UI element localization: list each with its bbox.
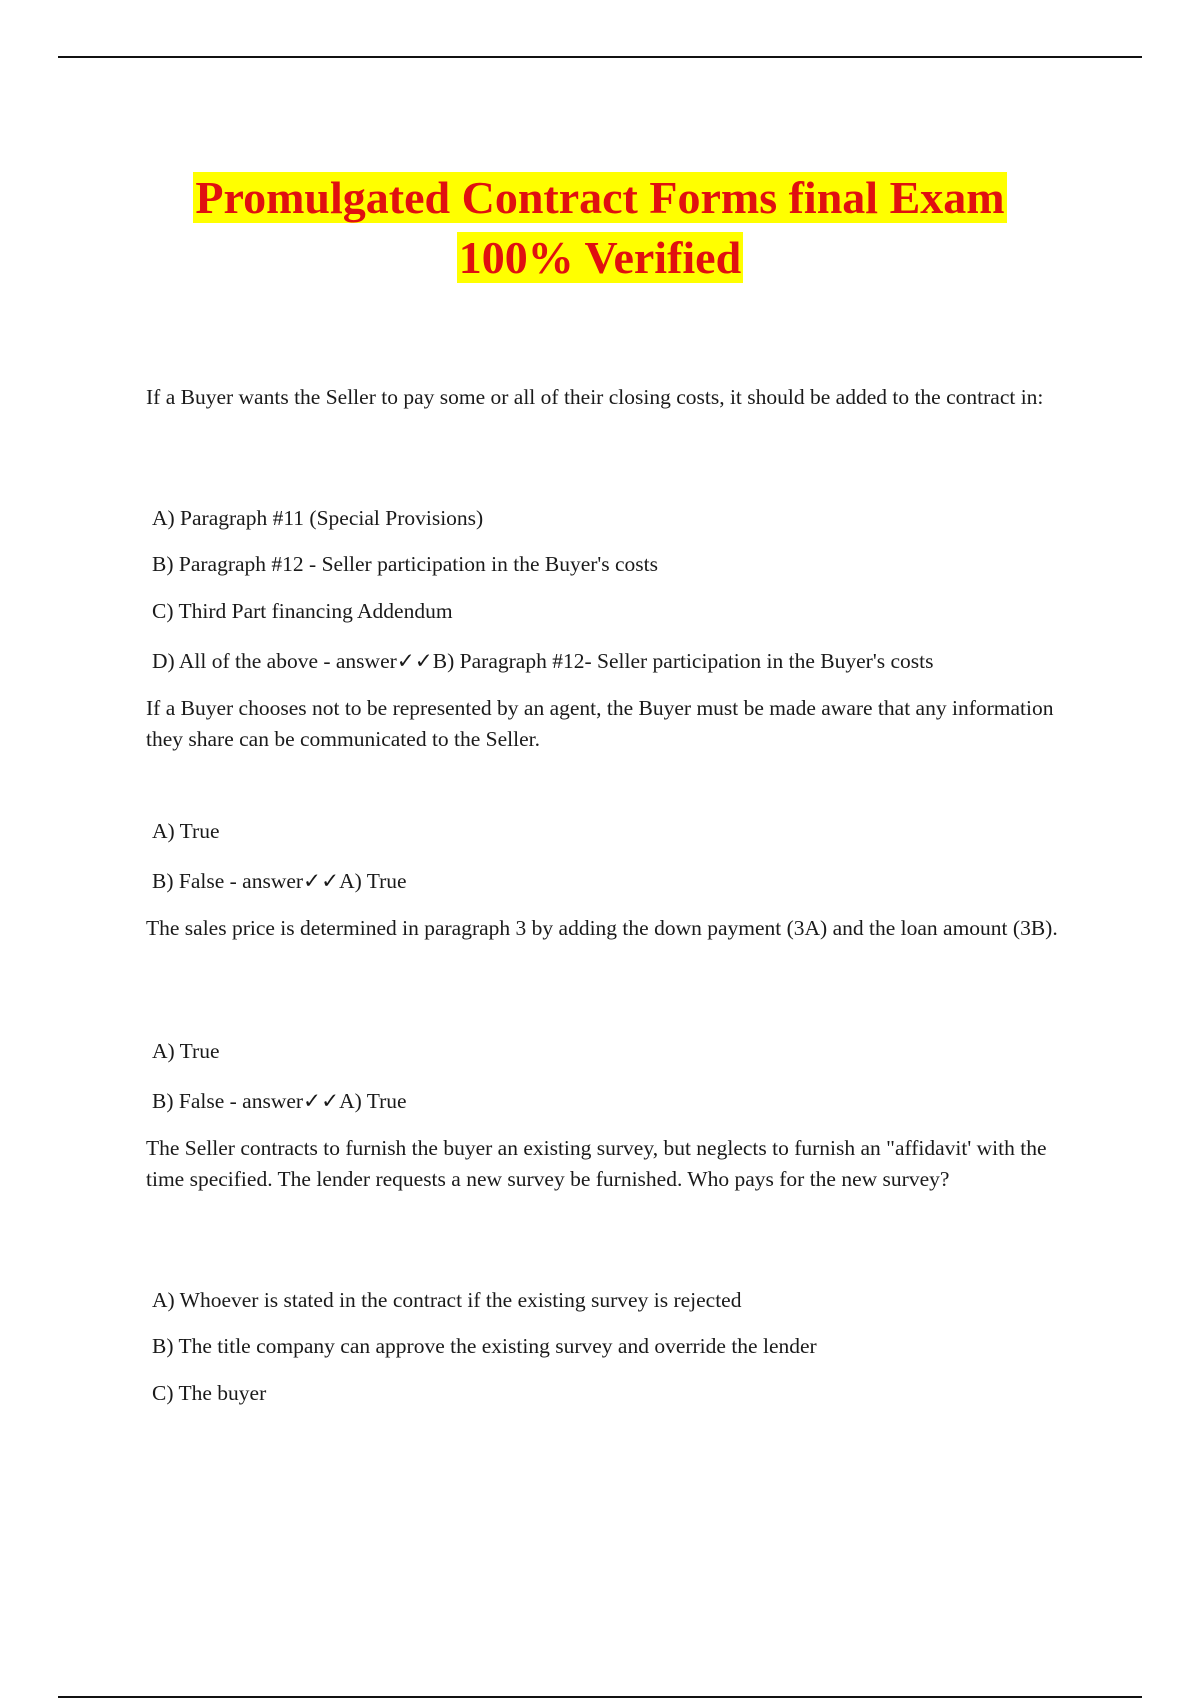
question-2-option-b-answer: B) False - answer✓✓A) True — [152, 869, 407, 893]
question-1-text: If a Buyer wants the Seller to pay some or all of their closing costs, it should be added to the contract in: — [146, 385, 1044, 409]
question-1-option-b: B) Paragraph #12 - Seller participation in the Buyer's costs — [152, 552, 659, 576]
question-2-option-a: A) True — [152, 819, 220, 843]
top-rule — [58, 56, 1142, 58]
question-3-text: The sales price is determined in paragraph 3 by adding the down payment (3A) and the loan amount (3B). — [146, 916, 1058, 940]
question-4-option-a: A) Whoever is stated in the contract if the existing survey is rejected — [152, 1288, 742, 1312]
question-1-option-d-answer: D) All of the above - answer✓✓B) Paragraph #12- Seller participation in the Buyer's costs — [152, 649, 934, 673]
bottom-rule — [58, 1696, 1142, 1698]
question-1-option-c: C) Third Part financing Addendum — [152, 599, 453, 623]
question-4-option-c: C) The buyer — [152, 1381, 267, 1405]
question-1-option-a: A) Paragraph #11 (Special Provisions) — [152, 506, 484, 530]
question-4-option-b: B) The title company can approve the existing survey and override the lender — [152, 1334, 817, 1358]
document-title — [0, 168, 1200, 288]
title-line-2: 100% Verified — [458, 232, 742, 283]
question-3-option-b-answer: B) False - answer✓✓A) True — [152, 1089, 407, 1113]
question-4-text: The Seller contracts to furnish the buyer an existing survey, but neglects to furnish an "affidavit' with the time specified. The lender requests a new survey be furnished. Who pays for the new survey? — [146, 1136, 1047, 1191]
question-2-text: If a Buyer chooses not to be represented by an agent, the Buyer must be made aware that any information they share can be communicated to the Seller. — [146, 696, 1054, 751]
title-line-1: Promulgated Contract Forms final Exam — [195, 172, 1005, 223]
question-3-option-a: A) True — [152, 1039, 220, 1063]
